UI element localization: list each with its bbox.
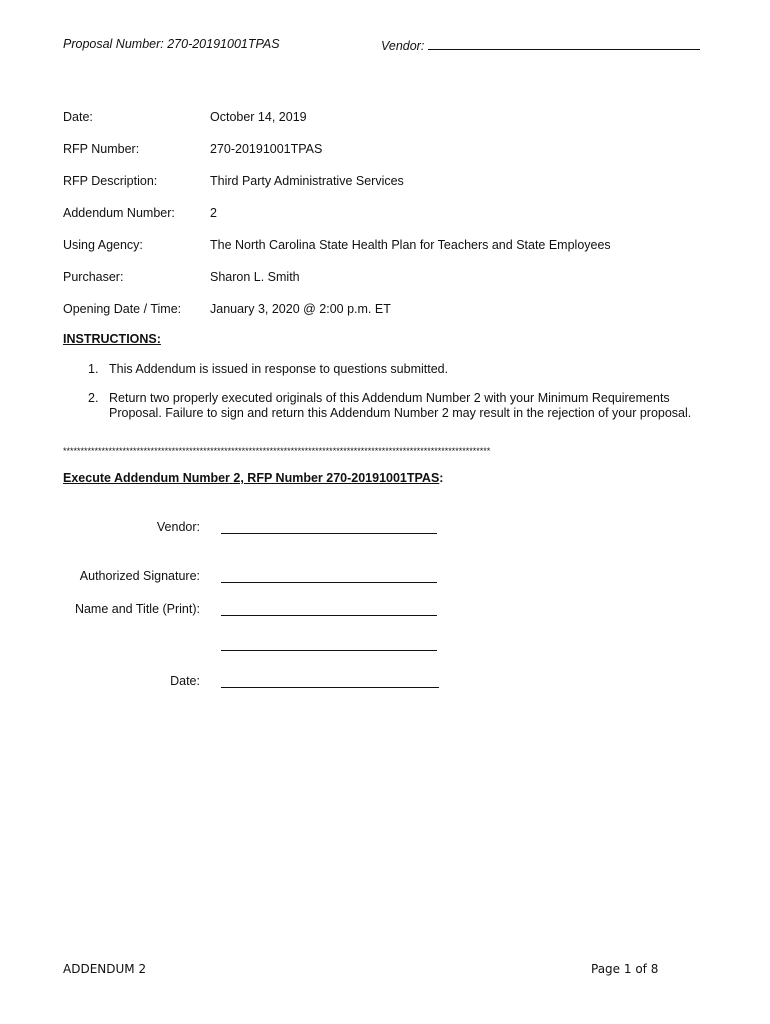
info-value-rfp-number: 270-20191001TPAS [210,142,323,156]
instruction-1-number: 1. [88,362,99,376]
sig-line-date[interactable] [221,686,439,688]
instruction-2-line1: Return two properly executed originals of this Addendum Number 2 with your Minimum Requirements [109,391,670,405]
info-label-rfp-description: RFP Description: [63,174,158,188]
info-label-opening-date: Opening Date / Time: [63,302,182,316]
sig-line-name-title-second[interactable] [221,649,437,651]
info-value-using-agency: The North Carolina State Health Plan for Teachers and State Employees [210,238,611,252]
info-label-rfp-number: RFP Number: [63,142,140,156]
footer-page-number: Page 1 of 8 [591,962,659,976]
sig-line-name-title[interactable] [221,614,437,616]
proposal-number-header: Proposal Number: 270-20191001TPAS [63,37,280,51]
sig-line-vendor[interactable] [221,532,437,534]
instruction-2-number: 2. [88,391,99,405]
vendor-header [381,37,700,53]
info-value-rfp-description: Third Party Administrative Services [210,174,404,188]
footer-addendum: ADDENDUM 2 [63,962,147,976]
info-value-date: October 14, 2019 [210,110,307,124]
info-value-opening-date: January 3, 2020 @ 2:00 p.m. ET [210,302,391,316]
asterisk-separator: ************************************************************************************************************************** [63,446,491,456]
instructions-heading: INSTRUCTIONS: [63,332,161,346]
execute-heading-text: Execute Addendum Number 2, RFP Number 270-20191001TPAS [63,471,440,485]
info-label-using-agency: Using Agency: [63,238,143,252]
execute-heading [63,471,443,485]
vendor-header-label: Vendor: [381,39,425,53]
sig-label-date: Date: [170,674,200,688]
info-value-addendum-number: 2 [210,206,217,220]
sig-label-authorized-signature: Authorized Signature: [79,569,200,583]
vendor-header-line[interactable] [428,37,700,50]
instruction-2-line2: Proposal. Failure to sign and return this Addendum Number 2 may result in the rejection of your proposal. [109,406,692,420]
info-label-addendum-number: Addendum Number: [63,206,175,220]
instruction-1-text: This Addendum is issued in response to questions submitted. [109,362,449,376]
info-label-purchaser: Purchaser: [63,270,124,284]
info-value-purchaser: Sharon L. Smith [210,270,300,284]
info-label-date: Date: [63,110,93,124]
execute-heading-colon: : [439,471,444,485]
sig-label-name-title: Name and Title (Print): [74,602,200,616]
sig-line-authorized-signature[interactable] [221,581,437,583]
sig-label-vendor: Vendor: [156,520,200,534]
